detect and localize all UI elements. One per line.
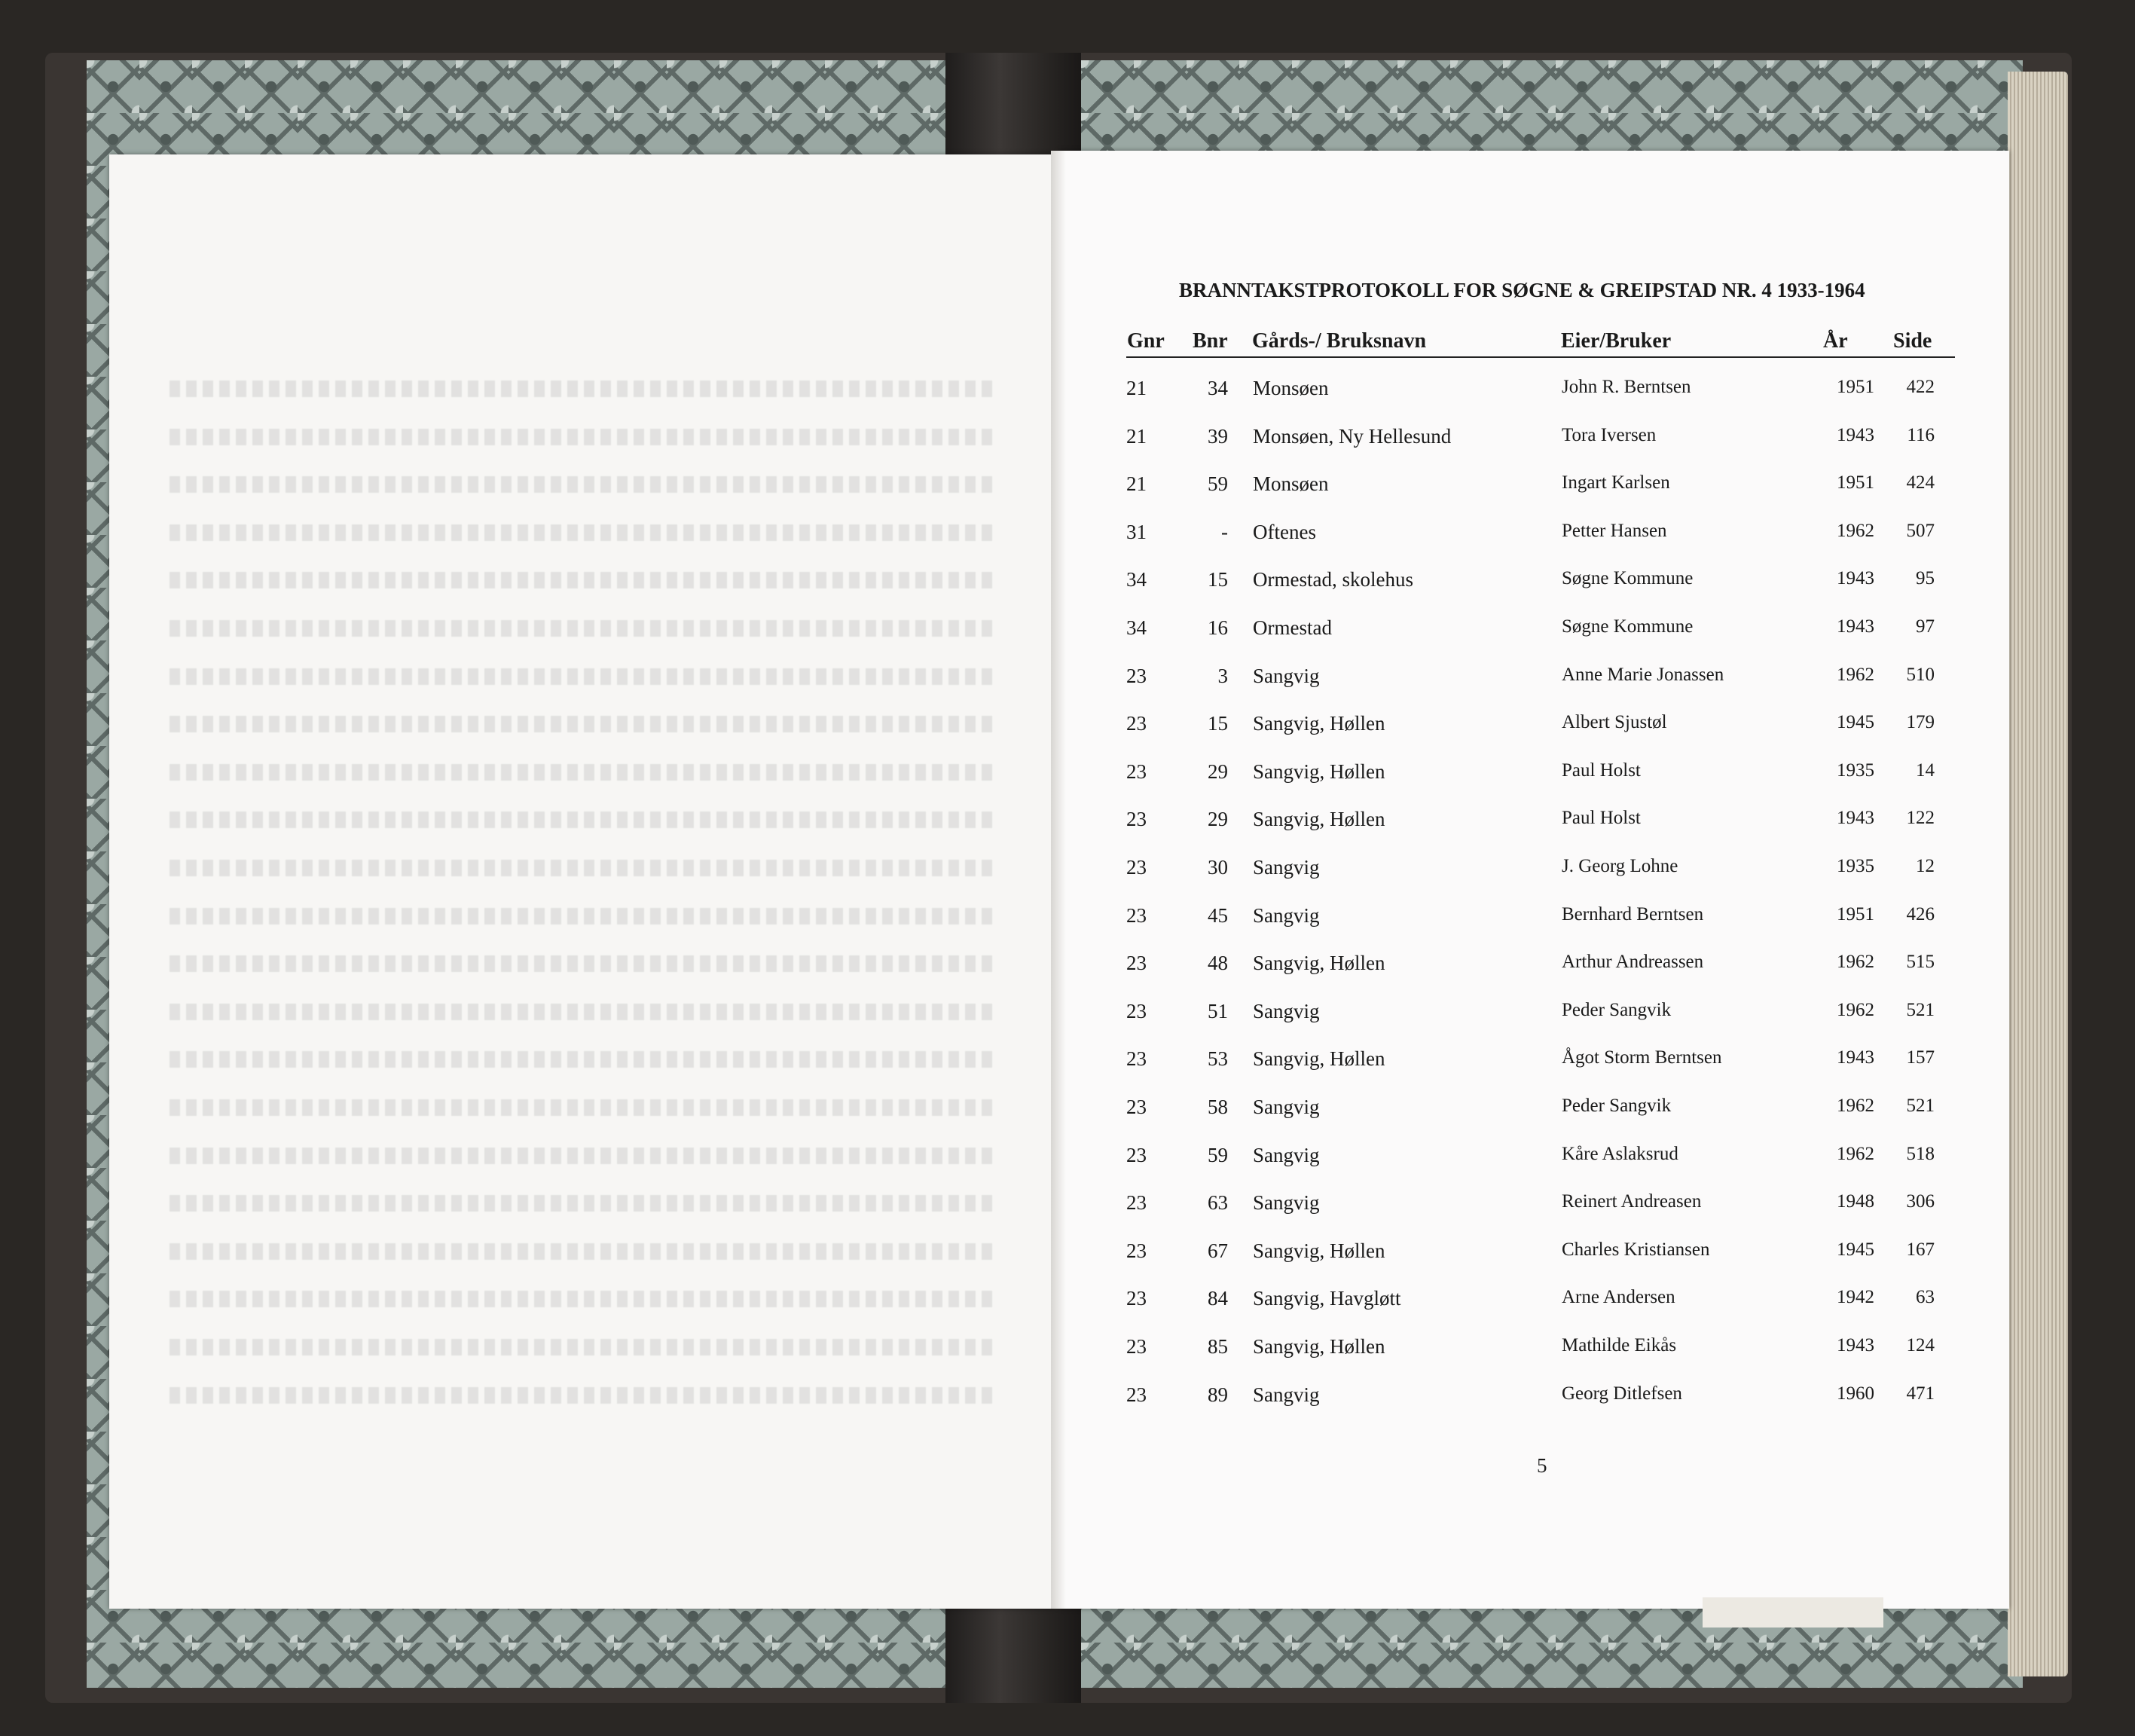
cell-name: Sangvig [1253, 856, 1320, 879]
show-through-line [170, 1051, 998, 1068]
cell-name: Sangvig [1253, 1191, 1320, 1215]
cell-gnr: 31 [1126, 520, 1147, 543]
cell-name: Sangvig, Høllen [1253, 808, 1385, 831]
table-row [1126, 425, 1955, 455]
cell-eier: Arthur Andreassen [1562, 952, 1704, 973]
cell-bnr: 67 [1208, 1239, 1228, 1262]
cell-eier: Kåre Aslaksrud [1562, 1143, 1678, 1164]
cell-side: 424 [1906, 472, 1935, 494]
cell-aar: 1960 [1837, 1383, 1874, 1404]
cell-name: Sangvig [1253, 1143, 1320, 1166]
column-header-eier: Eier/Bruker [1561, 329, 1672, 353]
cell-eier: Charles Kristiansen [1562, 1239, 1710, 1260]
page-number: 5 [1537, 1454, 1547, 1477]
cell-bnr: 48 [1208, 952, 1228, 975]
show-through-line [170, 1099, 998, 1116]
table-row [1126, 1335, 1955, 1365]
table-row [1126, 521, 1955, 551]
cell-bnr: 29 [1208, 808, 1228, 831]
cell-bnr: 59 [1208, 472, 1228, 496]
table-row [1126, 472, 1955, 503]
cell-aar: 1951 [1837, 472, 1874, 494]
cell-gnr: 21 [1126, 424, 1147, 448]
cell-side: 14 [1916, 760, 1935, 781]
cell-side: 471 [1906, 1383, 1935, 1404]
show-through-line [170, 620, 998, 637]
cell-eier: Georg Ditlefsen [1562, 1383, 1682, 1404]
cell-gnr: 23 [1126, 1143, 1147, 1166]
cell-side: 422 [1906, 377, 1935, 397]
table-row [1126, 760, 1955, 790]
cell-aar: 1935 [1837, 856, 1874, 876]
cell-gnr: 21 [1126, 472, 1147, 496]
cell-name: Sangvig, Høllen [1253, 952, 1385, 975]
cell-aar: 1943 [1837, 1047, 1874, 1068]
cell-name: Sangvig [1253, 1096, 1320, 1118]
show-through-line [170, 1195, 998, 1212]
cell-bnr: 15 [1208, 568, 1228, 591]
show-through-line [170, 764, 998, 781]
cell-name: Monsøen, Ny Hellesund [1253, 424, 1452, 448]
cell-bnr: 3 [1217, 664, 1228, 687]
cell-gnr: 23 [1126, 760, 1147, 783]
column-header-gnr: Gnr [1127, 329, 1165, 353]
cell-bnr: 84 [1208, 1287, 1228, 1310]
cell-gnr: 23 [1126, 712, 1147, 735]
cell-bnr: 34 [1208, 377, 1228, 399]
cell-aar: 1962 [1837, 520, 1874, 541]
cell-name: Monsøen [1253, 377, 1329, 399]
cell-aar: 1943 [1837, 424, 1874, 445]
cell-aar: 1935 [1837, 760, 1874, 781]
cell-eier: Ingart Karlsen [1562, 472, 1670, 494]
table-row [1126, 952, 1955, 982]
cell-name: Sangvig [1253, 903, 1320, 927]
cell-side: 426 [1906, 903, 1935, 925]
cell-side: 521 [1906, 1096, 1935, 1116]
show-through-text [109, 154, 1055, 1609]
cell-eier: Søgne Kommune [1562, 616, 1694, 637]
cell-aar: 1962 [1837, 1143, 1874, 1164]
table-row [1126, 1047, 1955, 1077]
show-through-line [170, 572, 998, 588]
cell-name: Sangvig, Høllen [1253, 712, 1385, 735]
cell-bnr: 45 [1208, 903, 1228, 927]
cell-gnr: 23 [1126, 903, 1147, 927]
cell-side: 507 [1906, 520, 1935, 541]
cell-name: Sangvig, Høllen [1253, 1335, 1385, 1358]
cell-gnr: 23 [1126, 808, 1147, 831]
show-through-line [170, 1004, 998, 1020]
cell-gnr: 23 [1126, 1239, 1147, 1262]
cell-gnr: 23 [1126, 1335, 1147, 1358]
cell-gnr: 34 [1126, 568, 1147, 591]
show-through-line [170, 908, 998, 925]
table-row [1126, 1191, 1955, 1221]
show-through-line [170, 381, 998, 397]
show-through-line [170, 1243, 998, 1260]
cell-name: Sangvig [1253, 664, 1320, 687]
cell-eier: Søgne Kommune [1562, 568, 1694, 589]
cell-aar: 1943 [1837, 808, 1874, 829]
cell-aar: 1943 [1837, 568, 1874, 589]
cell-bnr: 51 [1208, 999, 1228, 1022]
cell-bnr: 59 [1208, 1143, 1228, 1166]
show-through-line [170, 524, 998, 541]
cell-eier: Ågot Storm Berntsen [1562, 1047, 1722, 1068]
cell-side: 510 [1906, 664, 1935, 685]
cell-side: 63 [1916, 1287, 1935, 1308]
show-through-line [170, 429, 998, 445]
cell-eier: Peder Sangvik [1562, 999, 1672, 1020]
cell-gnr: 23 [1126, 1287, 1147, 1310]
cell-eier: Mathilde Eikås [1562, 1335, 1677, 1355]
cell-aar: 1943 [1837, 616, 1874, 637]
cell-eier: Anne Marie Jonassen [1562, 664, 1724, 685]
cell-name: Sangvig, Høllen [1253, 1239, 1385, 1262]
cell-name: Sangvig [1253, 1383, 1320, 1406]
cell-gnr: 23 [1126, 1096, 1147, 1118]
cell-aar: 1962 [1837, 999, 1874, 1020]
cell-gnr: 23 [1126, 952, 1147, 975]
cell-aar: 1945 [1837, 1239, 1874, 1260]
cell-name: Monsøen [1253, 472, 1329, 496]
cell-eier: Peder Sangvik [1562, 1096, 1672, 1116]
table-row [1126, 808, 1955, 838]
column-header-side: Side [1893, 329, 1932, 353]
cell-eier: Tora Iversen [1562, 424, 1657, 445]
cell-gnr: 34 [1126, 616, 1147, 639]
cell-side: 521 [1906, 999, 1935, 1020]
cell-eier: Reinert Andreasen [1562, 1191, 1702, 1212]
cell-side: 122 [1906, 808, 1935, 829]
show-through-line [170, 1387, 998, 1404]
cell-gnr: 23 [1126, 856, 1147, 879]
cell-gnr: 23 [1126, 1383, 1147, 1406]
cell-bnr: 30 [1208, 856, 1228, 879]
cell-gnr: 23 [1126, 1047, 1147, 1071]
table-row [1126, 568, 1955, 598]
show-through-line [170, 476, 998, 493]
cell-aar: 1962 [1837, 664, 1874, 685]
cell-name: Sangvig, Havgløtt [1253, 1287, 1401, 1310]
column-header-name: Gårds-/ Bruksnavn [1252, 329, 1427, 353]
column-header-bnr: Bnr [1193, 329, 1228, 353]
table-row [1126, 377, 1955, 407]
table-row [1126, 856, 1955, 886]
show-through-line [170, 860, 998, 876]
cell-name: Sangvig, Høllen [1253, 760, 1385, 783]
cell-bnr: 15 [1208, 712, 1228, 735]
cell-side: 116 [1907, 424, 1935, 445]
cell-name: Ormestad, skolehus [1253, 568, 1413, 591]
table-row [1126, 1383, 1955, 1414]
page-edges [2008, 72, 2068, 1676]
cell-eier: Petter Hansen [1562, 520, 1667, 541]
table-row [1126, 1287, 1955, 1317]
cell-side: 124 [1906, 1335, 1935, 1355]
show-through-line [170, 668, 998, 685]
cell-eier: Bernhard Berntsen [1562, 903, 1704, 925]
cell-eier: John R. Berntsen [1562, 377, 1691, 397]
cell-gnr: 21 [1126, 377, 1147, 399]
cell-aar: 1951 [1837, 377, 1874, 397]
page-title: BRANNTAKSTPROTOKOLL FOR SØGNE & GREIPSTAD NR. 4 1933-1964 [1179, 279, 1865, 301]
cell-bnr: 29 [1208, 760, 1228, 783]
show-through-line [170, 1291, 998, 1307]
cell-side: 179 [1906, 712, 1935, 733]
cell-aar: 1962 [1837, 952, 1874, 973]
cell-name: Ormestad [1253, 616, 1332, 639]
cell-eier: Arne Andersen [1562, 1287, 1675, 1308]
page-gutter [1051, 151, 1066, 1609]
cell-side: 12 [1916, 856, 1935, 876]
header-rule [1126, 356, 1955, 358]
cell-side: 97 [1916, 616, 1935, 637]
cell-aar: 1948 [1837, 1191, 1874, 1212]
table-row [1126, 1239, 1955, 1270]
cell-side: 157 [1906, 1047, 1935, 1068]
show-through-line [170, 811, 998, 828]
show-through-line [170, 1339, 998, 1355]
table-row [1126, 904, 1955, 934]
cell-bnr: - [1221, 520, 1228, 543]
table-row [1126, 712, 1955, 742]
cell-bnr: 85 [1208, 1335, 1228, 1358]
show-through-line [170, 955, 998, 972]
cell-aar: 1945 [1837, 712, 1874, 733]
cell-gnr: 23 [1126, 1191, 1147, 1215]
table-row [1126, 1096, 1955, 1126]
cell-bnr: 63 [1208, 1191, 1228, 1215]
cell-side: 167 [1906, 1239, 1935, 1260]
table-row [1126, 616, 1955, 646]
column-header-aar: År [1823, 329, 1848, 353]
cell-gnr: 23 [1126, 999, 1147, 1022]
cell-aar: 1962 [1837, 1096, 1874, 1116]
cell-bnr: 53 [1208, 1047, 1228, 1071]
table-row [1126, 1144, 1955, 1174]
cell-bnr: 39 [1208, 424, 1228, 448]
cell-bnr: 16 [1208, 616, 1228, 639]
cell-name: Sangvig, Høllen [1253, 1047, 1385, 1071]
cell-eier: J. Georg Lohne [1562, 856, 1678, 876]
show-through-line [170, 1148, 998, 1164]
cell-bnr: 89 [1208, 1383, 1228, 1406]
cell-aar: 1943 [1837, 1335, 1874, 1355]
cell-eier: Paul Holst [1562, 760, 1641, 781]
cell-aar: 1942 [1837, 1287, 1874, 1308]
cell-eier: Albert Sjustøl [1562, 712, 1667, 733]
paper-slip [1703, 1597, 1883, 1628]
cell-name: Oftenes [1253, 520, 1316, 543]
cell-side: 515 [1906, 952, 1935, 973]
cell-side: 518 [1906, 1143, 1935, 1164]
cell-aar: 1951 [1837, 903, 1874, 925]
cell-gnr: 23 [1126, 664, 1147, 687]
cell-side: 306 [1906, 1191, 1935, 1212]
table-row [1126, 665, 1955, 695]
cell-eier: Paul Holst [1562, 808, 1641, 829]
cell-bnr: 58 [1208, 1096, 1228, 1118]
cell-name: Sangvig [1253, 999, 1320, 1022]
show-through-line [170, 716, 998, 732]
cell-side: 95 [1916, 568, 1935, 589]
table-row [1126, 1000, 1955, 1030]
